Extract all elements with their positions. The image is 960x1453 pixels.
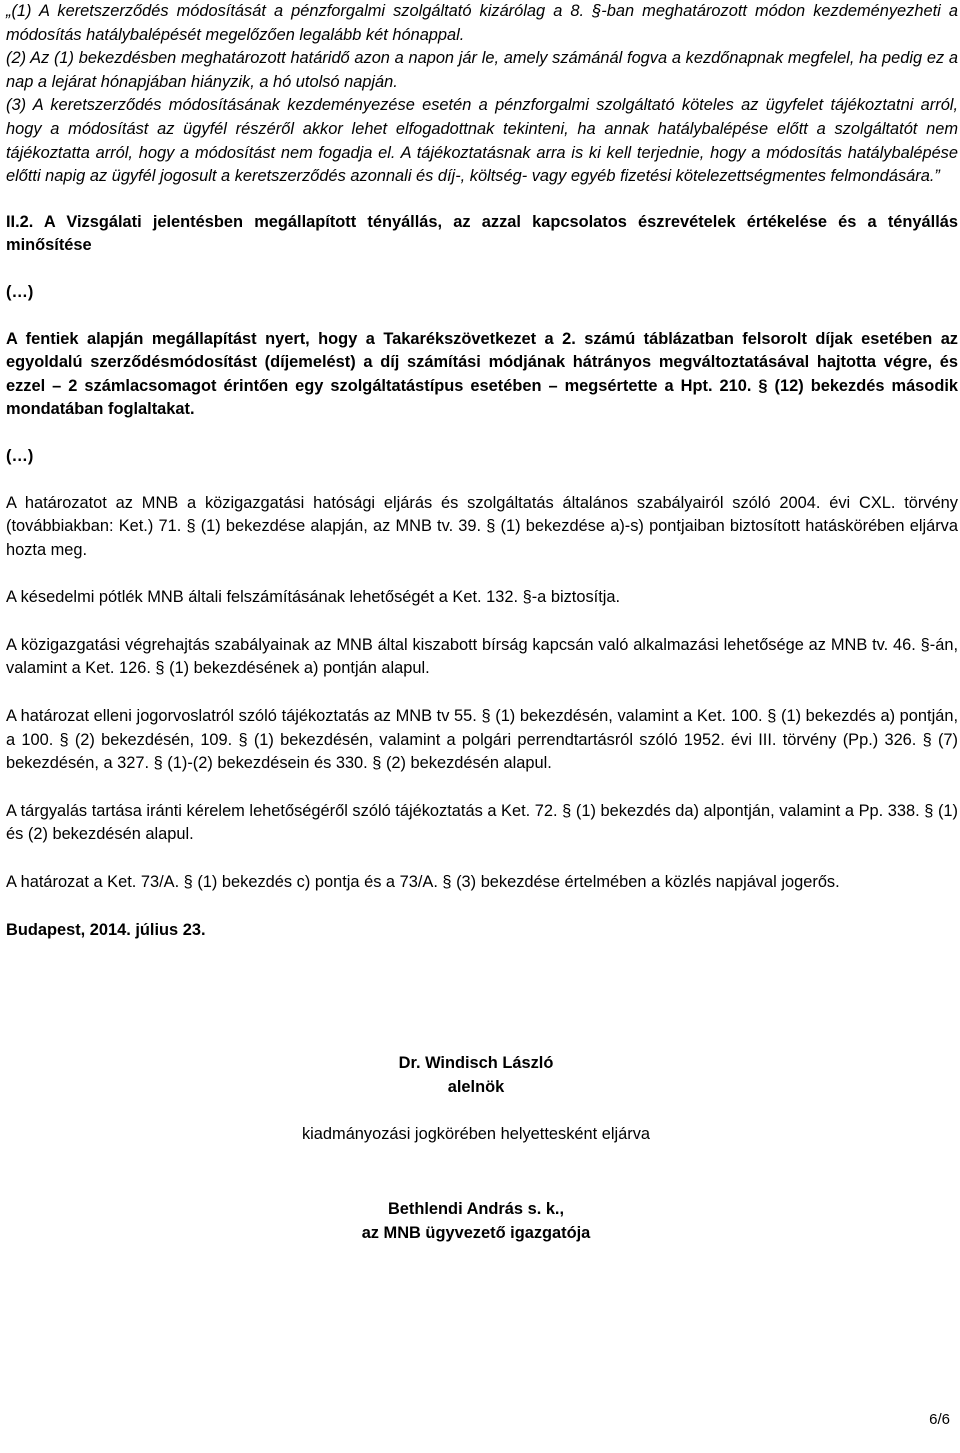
page-number: 6/6 [929, 1411, 950, 1428]
section-number: II.2. [6, 212, 34, 231]
enforcement-paragraph: A közigazgatási végrehajtás szabályainak az MNB által kiszabott bírság kapcsán való alkalmazási lehetősége az MNB tv. 46. §-án, valamint a Ket. 126. § (1) bekezdésének a) pontján alapul. [6, 635, 958, 678]
signatory-name: Dr. Windisch László [398, 1054, 554, 1072]
late-fee-paragraph: A késedelmi pótlék MNB általi felszámításának lehetőségét a Ket. 132. §-a biztosítja. [6, 588, 621, 607]
signatory-note: kiadmányozási jogkörében helyettesként eljárva [301, 1125, 651, 1144]
signatory-title: alelnök [447, 1077, 505, 1096]
signatory-name: Bethlendi András s. k., [387, 1200, 565, 1218]
finality-paragraph: A határozat a Ket. 73/A. § (1) bekezdés c) pontja és a 73/A. § (3) bekezdése értelmében a közlés napjával jogerős. [6, 873, 840, 892]
ellipsis: (…) [6, 282, 34, 301]
hearing-paragraph: A tárgyalás tartása iránti kérelem lehetőségéről szóló tájékoztatás a Ket. 72. § (1) bekezdés da) alpontján, valamint a Pp. 338. § (1) és (2) bekezdésén alapul. [6, 801, 958, 844]
legal-basis-paragraph: A határozatot az MNB a közigazgatási hatósági eljárás és szolgáltatás általános szabályairól szóló 2004. évi CXL. törvény (továbbiakban: Ket.) 71. § (1) bekezdése alapján, az MNB tv. 39. § (1) bekezdése a)-s) pontjaiban biztosított hatáskörében eljárva hozta meg. [6, 493, 958, 559]
finding-paragraph: A fentiek alapján megállapítást nyert, hogy a Takarékszövetkezet a 2. számú táblázatban felsorolt díjak esetében az egyoldalú szerződésmódosítást (díjemelést) a díj számítási módjának hátrányos megváltoztatásával hajtotta végre, és ezzel – 2 számlacsomagot érintően egy szolgáltatástípus esetében – megsértette a Hpt. 210. § (12) bekezdés második mondatában foglaltakat. [6, 329, 958, 419]
section-heading [6, 211, 958, 258]
ellipsis: (…) [6, 446, 34, 465]
section-title: A Vizsgálati jelentésben megállapított tényállás, az azzal kapcsolatos észrevételek értékelése és a tényállás minősítése [6, 212, 958, 255]
remedy-paragraph: A határozat elleni jogorvoslatról szóló tájékoztatás az MNB tv 55. § (1) bekezdésén, valamint a Ket. 100. § (1) bekezdés a) pontján, a 100. § (2) bekezdésén, 109. § (1) bekezdésén, valamint a polgári perrendtartásról szóló 1952. évi III. törvény (Pp.) 326. § (7) bekezdésén, a 327. § (1)-(2) bekezdésein és 330. § (2) bekezdésén alapul. [6, 707, 958, 773]
quote-paragraph-1: „(1) A keretszerződés módosítását a pénzforgalmi szolgáltató kizárólag a 8. §-ban meghatározott módon kezdeményezheti a módosítás hatálybalépését megelőzően legalább két hónappal. [6, 2, 958, 44]
signatory-title: az MNB ügyvezető igazgatója [361, 1223, 591, 1242]
signature-block-2 [0, 1198, 952, 1245]
quote-paragraph-2: (2) Az (1) bekezdésben meghatározott határidő azon a napon jár le, amely számánál fogva a kezdőnapnak megfelel, ha pedig ez a nap a lejárat hónapjában hiányzik, a hó utolsó napján. [6, 49, 958, 91]
signature-block-1 [0, 1052, 952, 1147]
document-page [6, 0, 958, 942]
place-date: Budapest, 2014. július 23. [6, 920, 206, 939]
quote-paragraph-3: (3) A keretszerződés módosításának kezdeményezése esetén a pénzforgalmi szolgáltató köteles az ügyfelet tájékoztatni arról, hogy a módosítást az ügyfél részéről akkor lehet elfogadottnak tekinteni, ha annak hatálybalépése előtt a szolgáltatót nem tájékoztatta arról, hogy a módosítást nem fogadja el. A tájékoztatásnak arra is ki kell terjednie, hogy a módosítás hatálybalépése előtti napig az ügyfél jogosult a keretszerződés azonnali és díj-, költség- vagy egyéb fizetési kötelezettségmentes felmondására.” [6, 96, 958, 186]
